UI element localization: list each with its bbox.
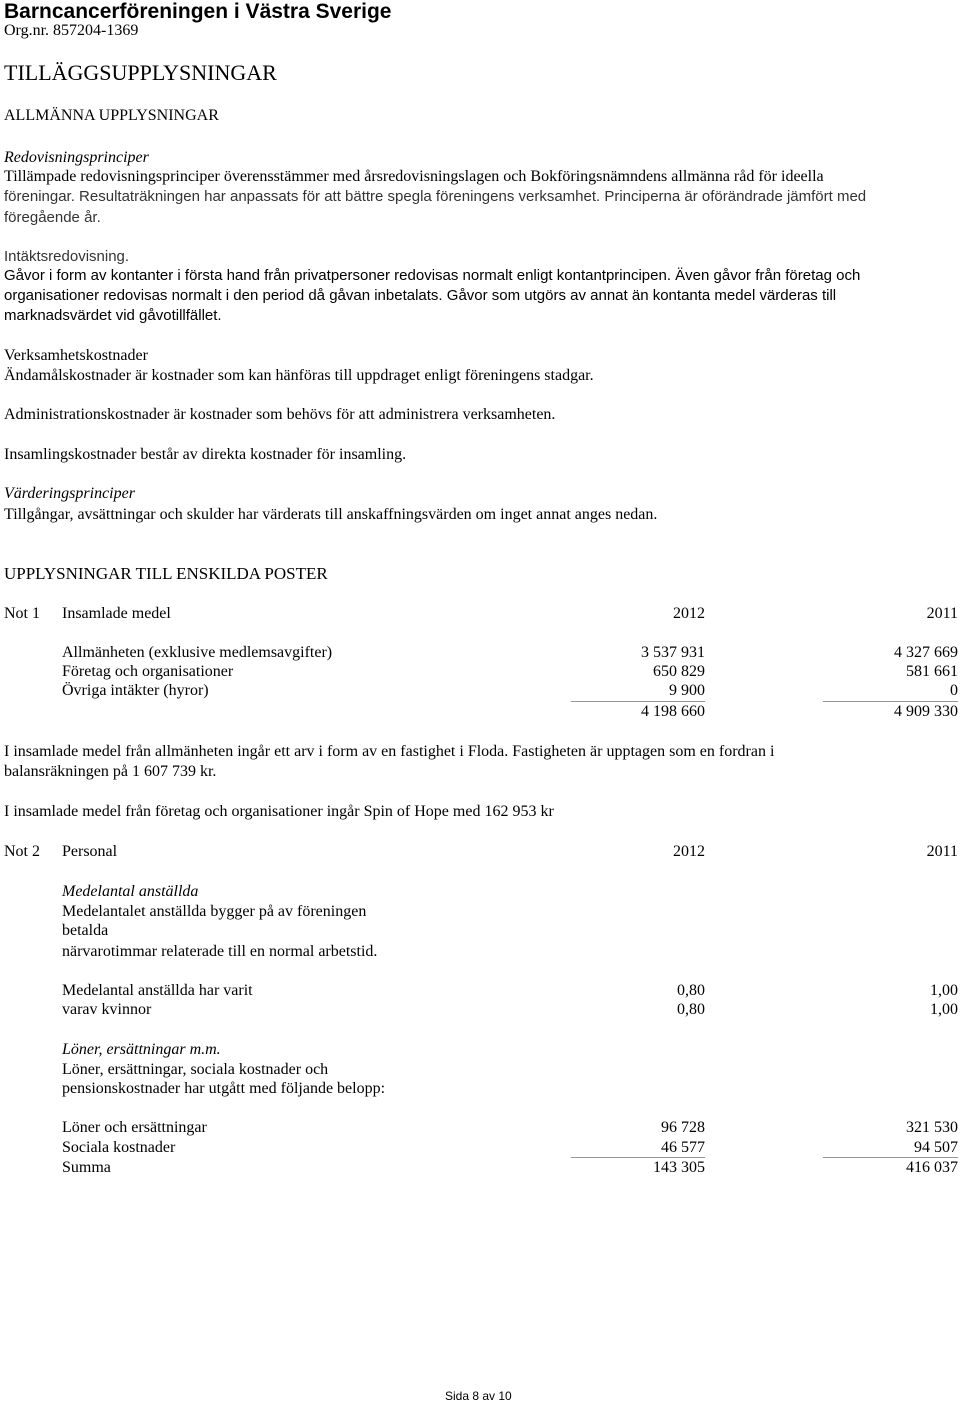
valuation-heading: Värderingsprinciper [4, 485, 135, 502]
salary-row-value-2: 321 530 [906, 1119, 958, 1136]
note1-year-1: 2012 [673, 605, 705, 622]
salary-row-label: Löner och ersättningar [62, 1119, 207, 1136]
note1-title: Insamlade medel [62, 605, 171, 622]
salary-row-value-2: 416 037 [906, 1159, 958, 1176]
income-heading: Intäktsredovisning. [4, 248, 130, 265]
salary-heading: Löner, ersättningar m.m. [62, 1041, 221, 1058]
page-title: TILLÄGGSUPPLYSNINGAR [4, 60, 277, 85]
note1-row-value-2: 581 661 [906, 663, 958, 680]
note1-row-label: Företag och organisationer [62, 663, 234, 680]
income-line-3: marknadsvärdet vid gåvotillfället. [4, 307, 222, 324]
avg-row-value-2: 1,00 [930, 982, 958, 999]
avg-row-label: Medelantal anställda har varit [62, 982, 253, 999]
salary-line-1: Löner, ersättningar, sociala kostnader och [62, 1061, 329, 1078]
note1-text-line-2: balansräkningen på 1 607 739 kr. [4, 763, 217, 780]
salary-row-value-1: 96 728 [661, 1119, 705, 1136]
avg-line-1: Medelantalet anställda bygger på av föreningen [62, 903, 367, 920]
salary-sum-line-1 [571, 1157, 705, 1158]
note1-label: Not 1 [4, 605, 40, 622]
note2-title: Personal [62, 843, 118, 860]
avg-row-label: varav kvinnor [62, 1001, 152, 1018]
note1-row-value-1: 650 829 [653, 663, 705, 680]
principles-heading: Redovisningsprinciper [4, 149, 149, 166]
org-number: Org.nr. 857204-1369 [4, 22, 139, 39]
note1-text-2: I insamlade medel från företag och organisationer ingår Spin of Hope med 162 953 kr [4, 803, 554, 820]
avg-line-3: närvarotimmar relaterade till en normal arbetstid. [62, 943, 378, 960]
avg-heading: Medelantal anställda [62, 883, 199, 900]
salary-row-label: Sociala kostnader [62, 1139, 176, 1156]
note1-row-label: Allmänheten (exklusive medlemsavgifter) [62, 644, 333, 661]
note1-total-1: 4 198 660 [641, 703, 705, 720]
note2-year-1: 2012 [673, 843, 705, 860]
salary-row-value-1: 143 305 [653, 1159, 705, 1176]
note1-row-value-2: 4 327 669 [894, 644, 958, 661]
costs-line: Ändamålskostnader är kostnader som kan hänföras till uppdraget enligt föreningens stadgar. [4, 367, 594, 384]
income-line-2: organisationer redovisas normalt i den period då gåvan inbetalats. Gåvor som utgörs av annat än kontanta medel värderas till [4, 287, 837, 304]
salary-line-2: pensionskostnader har utgått med följande belopp: [62, 1080, 386, 1097]
note1-row-value-1: 9 900 [669, 682, 705, 699]
salary-row-value-1: 46 577 [661, 1139, 705, 1156]
salary-sum-line-2 [823, 1157, 958, 1158]
avg-line-2: betalda [62, 922, 109, 939]
note2-year-2: 2011 [926, 843, 958, 860]
note1-row-label: Övriga intäkter (hyror) [62, 682, 209, 699]
avg-row-value-1: 0,80 [677, 982, 705, 999]
note1-row-value-1: 3 537 931 [641, 644, 705, 661]
note2-label: Not 2 [4, 843, 40, 860]
fundraising-line: Insamlingskostnader består av direkta kostnader för insamling. [4, 446, 407, 463]
general-heading: ALLMÄNNA UPPLYSNINGAR [4, 107, 219, 124]
avg-row-value-1: 0,80 [677, 1001, 705, 1018]
valuation-line: Tillgångar, avsättningar och skulder har värderats till anskaffningsvärden om inget annat anges nedan. [4, 506, 658, 523]
avg-row-value-2: 1,00 [930, 1001, 958, 1018]
note1-year-2: 2011 [926, 605, 958, 622]
costs-heading: Verksamhetskostnader [4, 347, 148, 364]
income-line-1: Gåvor i form av kontanter i första hand från privatpersoner redovisas normalt enligt kontantprincipen. Även gåvor från företag och [4, 267, 861, 284]
principles-line-3: föregående år. [4, 209, 101, 226]
note1-row-value-2: 0 [950, 682, 958, 699]
specific-heading: UPPLYSNINGAR TILL ENSKILDA POSTER [4, 564, 328, 583]
principles-line-1: Tillämpade redovisningsprinciper överensstämmer med årsredovisningslagen och Bokföringsnämndens allmänna råd för ideella [4, 168, 824, 185]
note1-text-line-1: I insamlade medel från allmänheten ingår ett arv i form av en fastighet i Floda. Fastigheten är upptagen som en fordran i [4, 743, 775, 760]
org-name: Barncancerföreningen i Västra Sverige [4, 0, 392, 23]
salary-row-label: Summa [62, 1159, 111, 1176]
admin-line: Administrationskostnader är kostnader som behövs för att administrera verksamheten. [4, 406, 556, 423]
salary-row-value-2: 94 507 [914, 1139, 958, 1156]
note1-sum-line-1 [571, 701, 705, 702]
note1-total-2: 4 909 330 [894, 703, 958, 720]
principles-line-2: föreningar. Resultaträkningen har anpassats för att bättre spegla föreningens verksamhet. Principerna är oförändrade jämfört med [4, 188, 867, 205]
page-number: Sida 8 av 10 [445, 1389, 512, 1403]
note1-sum-line-2 [823, 701, 958, 702]
